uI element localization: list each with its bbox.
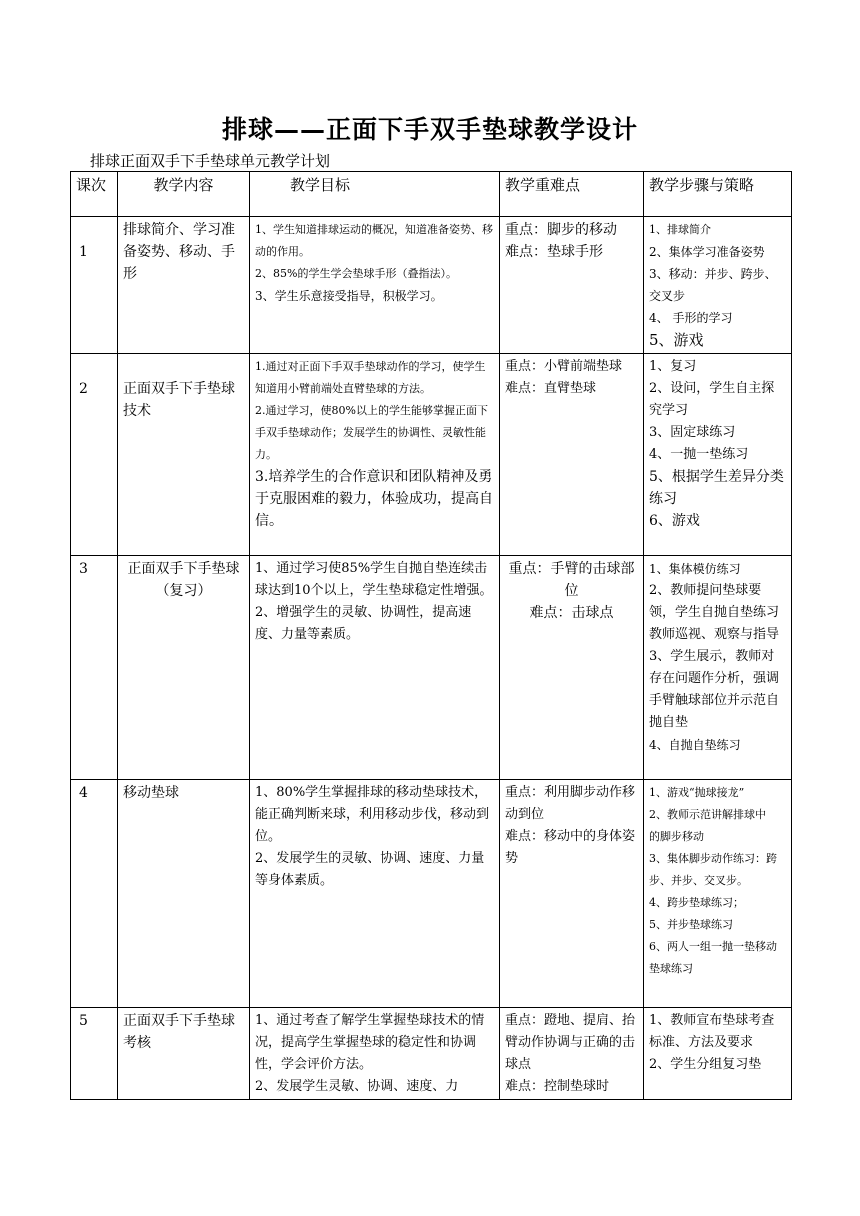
- step-item: 1、复习: [649, 359, 697, 374]
- keypoint-item: 重点：蹬地、提肩、抬臂动作协调与正确的击球点: [505, 1013, 636, 1072]
- lesson-goals: [250, 556, 500, 780]
- lesson-goals: [250, 217, 500, 354]
- step-item: 1、游戏“抛球接龙”: [649, 786, 745, 799]
- lesson-keypoints: [500, 217, 644, 354]
- header-keypoints: 教学重难点: [500, 172, 644, 217]
- header-steps: 教学步骤与策略: [644, 172, 792, 217]
- header-content: 教学内容: [118, 172, 250, 217]
- step-item: 4、 手形的学习: [649, 311, 733, 325]
- step-item: 3、学生展示，教师对存在问题作分析，强调手臂触球部位并示范自抛自垫: [649, 649, 780, 730]
- lesson-goals: [250, 354, 500, 556]
- step-item: 5、并步垫球练习: [649, 918, 733, 931]
- lesson-content: 正面双手下手垫球考核: [118, 1008, 250, 1100]
- step-item: 4、自抛自垫练习: [649, 738, 741, 752]
- step-item: 2、学生分组复习垫: [649, 1057, 762, 1072]
- lesson-goals: [250, 1008, 500, 1100]
- lesson-content: 正面双手下手垫球技术: [118, 354, 250, 556]
- step-item: 6、游戏: [649, 513, 700, 529]
- keypoint-item: 重点：手臂的击球部位: [508, 561, 635, 599]
- table-row: [71, 780, 792, 1008]
- step-item: 2、教师示范讲解排球中: [649, 808, 766, 821]
- goal-item: 2、85%的学生学会垫球手形（叠指法）。: [255, 267, 457, 280]
- lesson-number: 5: [71, 1008, 118, 1100]
- lesson-goals: [250, 780, 500, 1008]
- keypoint-item: 难点：控制垫球时: [505, 1079, 610, 1094]
- goal-item: 1、学生知道排球运动的概况，知道准备姿势、移动的作用。: [255, 223, 493, 258]
- lesson-content: 排球简介、学习准备姿势、移动、手形: [118, 217, 250, 354]
- step-item: 1、集体模仿练习: [649, 562, 741, 576]
- lesson-keypoints: [500, 556, 644, 780]
- lesson-steps: [644, 354, 792, 556]
- keypoint-item: 重点：利用脚步动作移动到位: [505, 785, 636, 822]
- lesson-steps: [644, 556, 792, 780]
- header-goal: 教学目标: [250, 172, 500, 217]
- goal-item: 3、学生乐意接受指导，积极学习。: [255, 289, 443, 303]
- goal-item: 3.培养学生的合作意识和团队精神及勇于克服困难的毅力，体验成功，提高自信。: [255, 469, 493, 529]
- keypoint-item: 难点：直臂垫球: [505, 381, 597, 396]
- table-row: [71, 556, 792, 780]
- lesson-number: 2: [71, 354, 118, 556]
- goal-item: 1.通过对正面下手双手垫球动作的学习，使学生知道用小臂前端处直臂垫球的方法。: [255, 360, 486, 395]
- step-item: 3、移动：并步、跨步、交叉步: [649, 267, 777, 303]
- lesson-steps: [644, 780, 792, 1008]
- step-item: 2、集体学习准备姿势: [649, 245, 765, 259]
- step-item: 2、教师提问垫球要领，学生自抛自垫练习教师巡视、观察与指导: [649, 583, 780, 642]
- lesson-plan-table: [70, 171, 792, 1100]
- lesson-content: 正面双手下手垫球（复习）: [118, 556, 250, 780]
- step-item: 4、跨步垫球练习；: [649, 896, 744, 909]
- goal-item: 1、通过学习使85%学生自抛自垫连续击球达到10个以上，学生垫球稳定性增强。: [255, 561, 493, 598]
- goal-item: 2、发展学生的灵敏、协调、速度、力量等身体素质。: [255, 851, 485, 888]
- goal-item: 1、80%学生掌握排球的移动垫球技术，能正确判断来球，利用移动步伐，移动到位。: [255, 785, 490, 844]
- header-lesson: 课次: [71, 172, 118, 217]
- step-item: 5、根据学生差异分类练习: [649, 469, 784, 507]
- keypoint-item: 重点：脚步的移动: [505, 222, 617, 238]
- step-item: 4、一抛一垫练习: [649, 447, 749, 462]
- lesson-number: 4: [71, 780, 118, 1008]
- goal-item: 1、通过考查了解学生掌握垫球技术的情况，提高学生掌握垫球的稳定性和协调性，学会评价方法。: [255, 1013, 485, 1072]
- step-item: 3、集体脚步动作练习：跨步、并步、交叉步。: [649, 852, 777, 887]
- lesson-number: 3: [71, 556, 118, 780]
- goal-item: 2.通过学习，使80%以上的学生能够掌握正面下手双手垫球动作；发展学生的协调性、灵敏性能力。: [255, 404, 488, 461]
- goal-item: 2、增强学生的灵敏、协调性，提高速度、力量等素质。: [255, 605, 472, 642]
- step-item: 1、教师宣布垫球考查标准、方法及要求: [649, 1013, 775, 1050]
- lesson-number: 1: [71, 217, 118, 354]
- keypoint-item: 难点：移动中的身体姿势: [505, 829, 636, 866]
- table-row: [71, 217, 792, 354]
- table-row: [71, 1008, 792, 1100]
- table-header-row: [71, 172, 792, 217]
- keypoint-item: 难点：击球点: [529, 605, 614, 621]
- step-item: 5、游戏: [649, 331, 704, 349]
- lesson-keypoints: [500, 354, 644, 556]
- table-row: [71, 354, 792, 556]
- step-item: 6、两人一组一抛一垫移动垫球练习: [649, 940, 777, 975]
- lesson-steps: [644, 217, 792, 354]
- keypoint-item: 重点：小臂前端垫球: [505, 359, 623, 374]
- step-item: 1、排球简介: [649, 223, 711, 236]
- step-item: 3、固定球练习: [649, 425, 736, 440]
- document-title: 排球——正面下手双手垫球教学设计: [221, 115, 638, 144]
- step-item: 2、设问，学生自主探究学习: [649, 381, 775, 418]
- table-caption: 排球正面双手下手垫球单元教学计划: [90, 152, 331, 170]
- lesson-keypoints: [500, 780, 644, 1008]
- goal-item: 2、发展学生灵敏、协调、速度、力: [255, 1079, 459, 1094]
- lesson-steps: [644, 1008, 792, 1100]
- lesson-content: 移动垫球: [118, 780, 250, 1008]
- step-item: 的脚步移动: [649, 830, 704, 843]
- lesson-keypoints: [500, 1008, 644, 1100]
- keypoint-item: 难点：垫球手形: [505, 244, 603, 260]
